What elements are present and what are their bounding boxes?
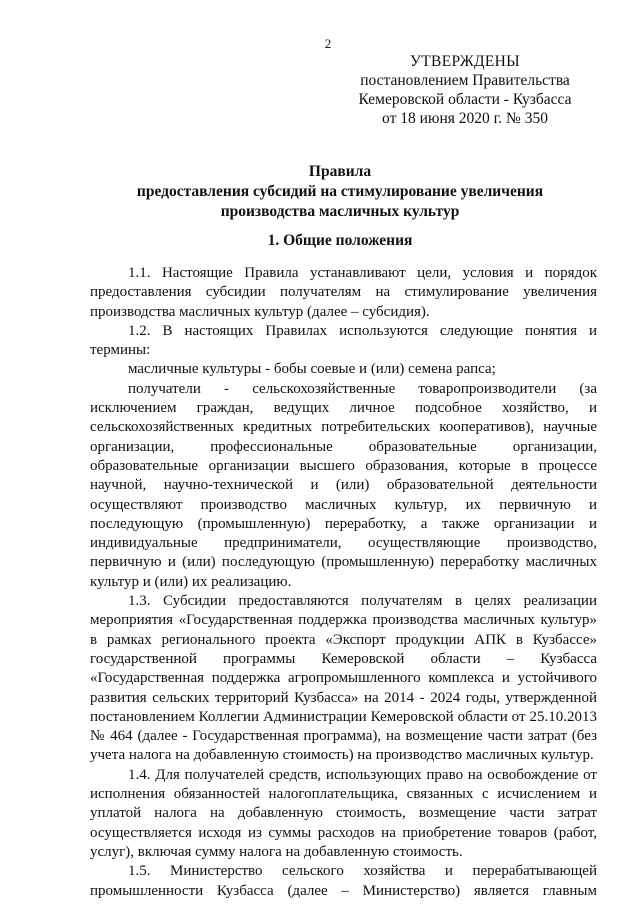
- paragraph-1-3: 1.3. Субсидии предоставляются получателям в целях реализации мероприятия «Государственная поддержка производства масличных культур» в рамках регионального проекта «Экспорт продукции АПК в Кузбассе» государственной программы Кемеровской области – Кузбасса «Государственная поддержка агропромышленного комплекса и устойчивого развития сельских территорий Кузбасса» на 2014 - 2024 годы, утвержденной постановлением Коллегии Администрации Кемеровской области от 25.10.2013 № 464 (далее - Государственная программа), на возмещение части затрат (без учета налога на добавленную стоимость) на производство масличных культур.: [90, 593, 597, 764]
- paragraph-1-2: 1.2. В настоящих Правилах используются следующие понятия и термины:: [90, 322, 597, 359]
- approval-line-2: Кемеровской области - Кузбасса: [358, 91, 572, 108]
- page-number: 2: [324, 36, 332, 51]
- approval-title: УТВЕРЖДЕНЫ: [410, 53, 520, 70]
- document-title-line-1: Правила: [308, 163, 372, 180]
- paragraph-1-5: 1.5. Министерство сельского хозяйства и перерабатывающей промышленности Кузбасса (далее – Министерство) является главным: [90, 863, 597, 899]
- body-text: [90, 264, 597, 901]
- paragraph-definition-oilseeds: масличные культуры - бобы соевые и (или) семена рапса;: [128, 361, 496, 378]
- document-title-line-3: производства масличных культур: [220, 203, 460, 220]
- approval-line-1: постановлением Правительства: [360, 72, 570, 89]
- paragraph-1-1: 1.1. Настоящие Правила устанавливают цели, условия и порядок предоставления субсидии получателям на стимулирование увеличения производства масличных культур (далее – субсидия).: [90, 265, 597, 320]
- document-title-line-2: предоставления субсидий на стимулирование увеличения: [136, 183, 544, 200]
- approval-stamp-block: [330, 52, 600, 128]
- document-title: [90, 162, 590, 222]
- approval-line-3: от 18 июня 2020 г. № 350: [382, 110, 548, 127]
- paragraph-definition-recipients: получатели - сельскохозяйственные товаропроизводители (за исключением граждан, ведущих личное подсобное хозяйство, и сельскохозяйственных кредитных потребительских кооперативов), научные организации, профессиональные образовательные организации, образовательные организации высшего образования, которые в процессе научной, научно-технической и (или) образовательной деятельности осуществляют производство масличных культур, их первичную и последующую (промышленную) переработку, а также организации и индивидуальные предприниматели, осуществляющие производство, первичную и (или) последующую (промышленную) переработку масличных культур и (или) их реализацию.: [90, 380, 597, 590]
- paragraph-1-4: 1.4. Для получателей средств, использующих право на освобождение от исполнения обязанностей налогоплательщика, связанных с исчислением и уплатой налога на добавленную стоимость, возмещение части затрат осуществляется исходя из суммы расходов на приобретение товаров (работ, услуг), включая сумму налога на добавленную стоимость.: [90, 766, 597, 860]
- section-heading: 1. Общие положения: [267, 232, 413, 249]
